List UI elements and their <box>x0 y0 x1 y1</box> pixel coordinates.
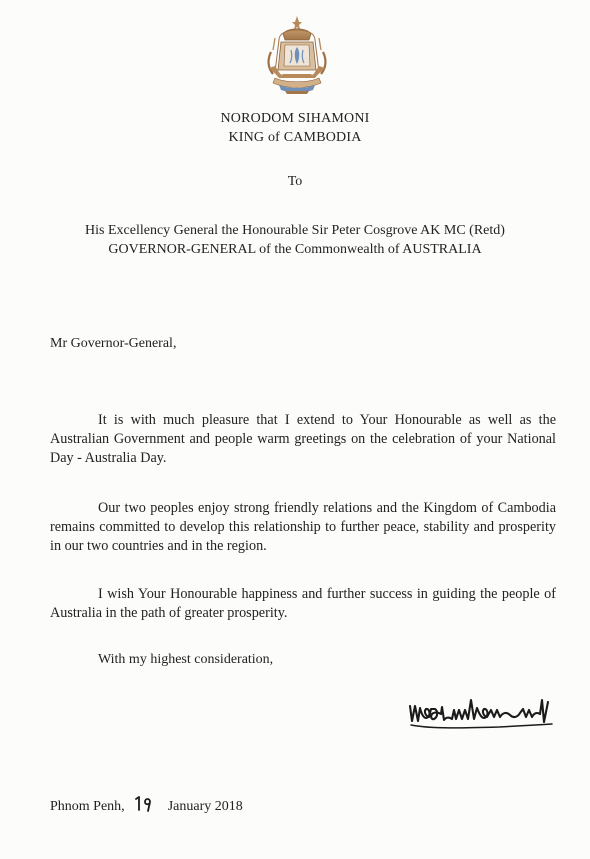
to-label: To <box>287 174 303 189</box>
paragraph-1: It is with much pleasure that I extend to Your Honourable as well as the Australian Government and people warm greetings on the celebration of your National Day - Australia Day. <box>50 412 556 466</box>
salutation: Mr Governor-General, <box>50 336 177 351</box>
paragraph-3: I wish Your Honourable happiness and further success in guiding the people of Australia in the path of greater prosperity. <box>50 586 556 621</box>
recipient-line-1: His Excellency General the Honourable Sir Peter Cosgrove AK MC (Retd) <box>85 223 505 238</box>
signature <box>407 692 557 738</box>
sender-title: KING of CAMBODIA <box>228 130 362 145</box>
month-year: January 2018 <box>167 799 243 814</box>
recipient-line-2: GOVERNOR-GENERAL of the Commonwealth of AUSTRALIA <box>108 242 482 257</box>
sender-name: NORODOM SIHAMONI <box>220 111 370 126</box>
handwritten-day <box>132 795 156 813</box>
royal-coat-of-arms-icon <box>261 14 333 98</box>
place-and-date <box>50 795 243 815</box>
paragraph-2: Our two peoples enjoy strong friendly relations and the Kingdom of Cambodia remains committed to develop this relationship to further peace, stability and prosperity in our two countries and in the region. <box>50 500 556 554</box>
place-label: Phnom Penh, <box>50 799 125 814</box>
closing-line: With my highest consideration, <box>98 652 274 667</box>
